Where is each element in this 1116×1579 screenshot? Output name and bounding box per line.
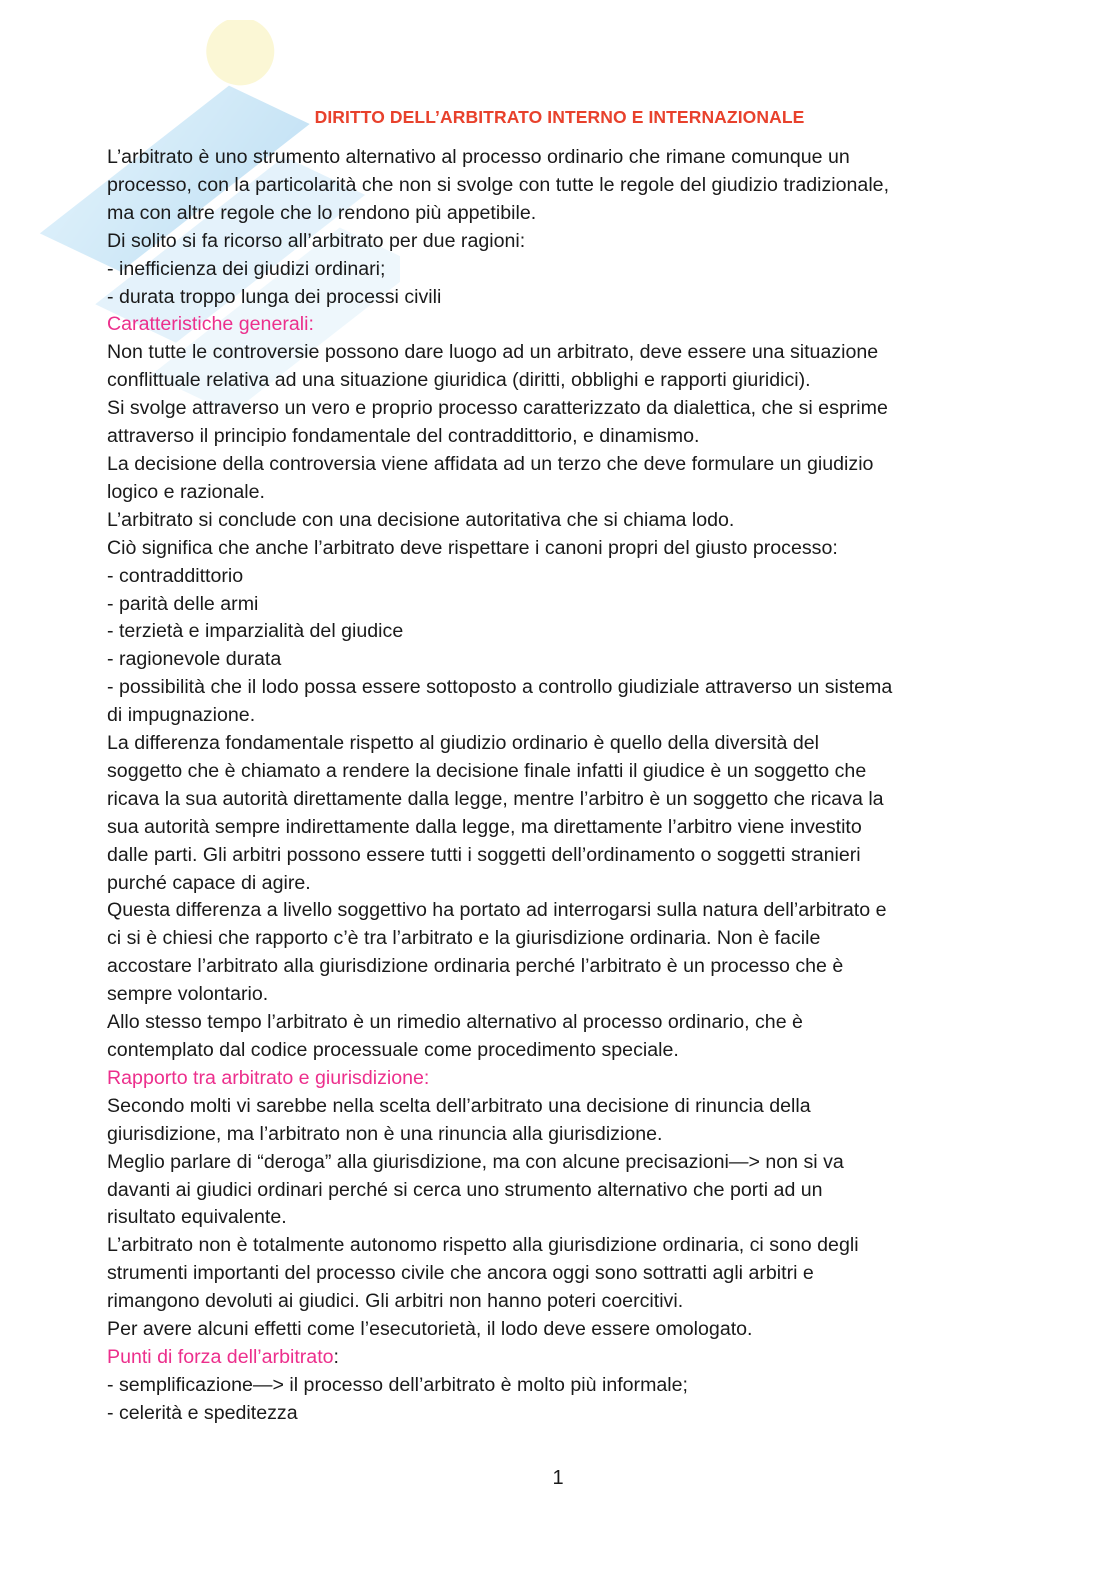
text-line: Di solito si fa ricorso all’arbitrato per due ragioni: xyxy=(107,229,526,252)
list-item: - ragionevole durata xyxy=(107,648,282,671)
text-line: rimangono devoluti ai giudici. Gli arbitri non hanno poteri coercitivi. xyxy=(107,1290,684,1313)
text-line: logico e razionale. xyxy=(107,480,265,503)
text-line: purché capace di agire. xyxy=(107,871,311,894)
text-line: dalle parti. Gli arbitri possono essere tutti i soggetti dell’ordinamento o soggetti stranieri xyxy=(107,843,861,866)
text-line: Meglio parlare di “deroga” alla giurisdizione, ma con alcune precisazioni—> non si va xyxy=(107,1150,844,1173)
text-line: La differenza fondamentale rispetto al giudizio ordinario è quello della diversità del xyxy=(107,732,819,755)
text-line: sua autorità sempre indirettamente dalla legge, ma direttamente l’arbitro viene investito xyxy=(107,815,862,838)
text-line: risultato equivalente. xyxy=(107,1206,287,1229)
text-line: L’arbitrato non è totalmente autonomo rispetto alla giurisdizione ordinaria, ci sono degli xyxy=(107,1234,859,1257)
text-line: ma con altre regole che lo rendono più appetibile. xyxy=(107,201,537,224)
list-item: - durata troppo lunga dei processi civili xyxy=(107,285,442,308)
page-number: 1 xyxy=(552,1467,564,1489)
list-item: - inefficienza dei giudizi ordinari; xyxy=(107,257,386,280)
text-line: Per avere alcuni effetti come l’esecutorietà, il lodo deve essere omologato. xyxy=(107,1318,753,1341)
text-line: soggetto che è chiamato a rendere la decisione finale infatti il giudice è un soggetto che xyxy=(107,759,867,782)
list-item: - semplificazione—> il processo dell’arbitrato è molto più informale; xyxy=(107,1373,688,1396)
list-item: - terzietà e imparzialità del giudice xyxy=(107,620,404,643)
text-line: di impugnazione. xyxy=(107,704,256,727)
text-line: accostare l’arbitrato alla giurisdizione ordinaria perché l’arbitrato è un processo che è xyxy=(107,955,844,978)
section-heading xyxy=(107,311,1012,339)
text-line: processo, con la particolarità che non si svolge con tutte le regole del giudizio tradizionale, xyxy=(107,173,890,196)
document-page xyxy=(107,104,1012,1428)
list-item: - possibilità che il lodo possa essere sottoposto a controllo giudiziale attraverso un sistema xyxy=(107,676,893,699)
text-line: ci si è chiesi che rapporto c’è tra l’arbitrato e la giurisdizione ordinaria. Non è facile xyxy=(107,927,821,950)
text-line: strumenti importanti del processo civile che ancora oggi sono sottratti agli arbitri e xyxy=(107,1262,814,1285)
section-heading-suffix: : xyxy=(333,1345,339,1368)
text-line: Secondo molti vi sarebbe nella scelta dell’arbitrato una decisione di rinuncia della xyxy=(107,1094,811,1117)
document-title: DIRITTO DELL’ARBITRATO INTERNO E INTERNAZIONALE xyxy=(314,107,805,127)
text-line: davanti ai giudici ordinari perché si cerca uno strumento alternativo che porti ad un xyxy=(107,1178,823,1201)
list-item: - celerità e speditezza xyxy=(107,1401,298,1424)
text-line: sempre volontario. xyxy=(107,983,269,1006)
text-line: conflittuale relativa ad una situazione giuridica (diritti, obblighi e rapporti giuridici). xyxy=(107,369,811,392)
text-line: L’arbitrato si conclude con una decisione autoritativa che si chiama lodo. xyxy=(107,508,735,531)
section-heading-text: Rapporto tra arbitrato e giurisdizione: xyxy=(107,1066,430,1089)
text-line: ricava la sua autorità direttamente dalla legge, mentre l’arbitro è un soggetto che ricava la xyxy=(107,787,884,810)
text-line: La decisione della controversia viene affidata ad un terzo che deve formulare un giudizio xyxy=(107,452,874,475)
section-heading-text: Punti di forza dell’arbitrato xyxy=(107,1345,334,1368)
text-line: L’arbitrato è uno strumento alternativo al processo ordinario che rimane comunque un xyxy=(107,146,850,168)
list-item: - contraddittorio xyxy=(107,564,244,587)
text-line: attraverso il principio fondamentale del contraddittorio, e dinamismo. xyxy=(107,425,700,448)
text-line: Questa differenza a livello soggettivo ha portato ad interrogarsi sulla natura dell’arbitrato e xyxy=(107,899,887,922)
text-line: Non tutte le controversie possono dare luogo ad un arbitrato, deve essere una situazione xyxy=(107,341,879,364)
text-line: giurisdizione, ma l’arbitrato non è una rinuncia alla giurisdizione. xyxy=(107,1122,663,1145)
section-heading xyxy=(107,1065,1012,1093)
section-heading xyxy=(107,1344,1012,1372)
text-line: contemplato dal codice processuale come procedimento speciale. xyxy=(107,1039,679,1061)
text-line: Si svolge attraverso un vero e proprio processo caratterizzato da dialettica, che si esprime xyxy=(107,397,888,420)
text-line: Ciò significa che anche l’arbitrato deve rispettare i canoni propri del giusto processo: xyxy=(107,536,838,559)
list-item: - parità delle armi xyxy=(107,592,259,615)
section-heading-text: Caratteristiche generali: xyxy=(107,313,314,336)
text-line: Allo stesso tempo l’arbitrato è un rimedio alternativo al processo ordinario, che è xyxy=(107,1011,803,1034)
document-body xyxy=(107,144,1012,1428)
